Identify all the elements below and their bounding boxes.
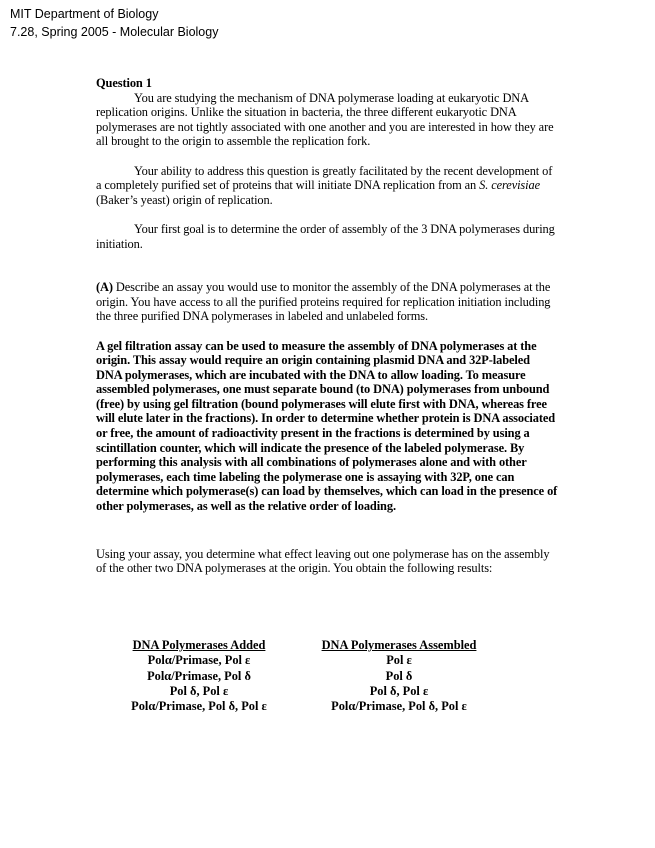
intro-paragraph-1: You are studying the mechanism of DNA polymerase loading at eukaryotic DNA replication origins. Unlike the situation in bacteria, the three different eukaryotic DNA polymerases are not tightly associated with one another and you are interested in how they are all brought to the origin to assemble the replication fork. — [96, 90, 554, 149]
course-line: 7.28, Spring 2005 - Molecular Biology — [10, 25, 219, 39]
para2-before: Your ability to address this question is greatly facilitated by the recent development of a completely purified set of proteins that will initiate DNA replication from an — [96, 163, 553, 193]
results-intro: Using your assay, you determine what effect leaving out one polymerase has on the assembly of the other two DNA polymerases at the origin. You obtain the following results: — [96, 546, 550, 576]
question-title: Question 1 — [96, 76, 152, 90]
added-cell: Polα/Primase, Pol ε — [147, 653, 251, 668]
table-row — [120, 684, 484, 699]
header-added: DNA Polymerases Added — [132, 638, 266, 652]
document-body — [96, 76, 558, 576]
table-header-row — [120, 638, 484, 653]
added-cell: Polα/Primase, Pol δ — [147, 668, 251, 683]
answer-paragraph: A gel filtration assay can be used to measure the assembly of DNA polymerases at the origin. This assay would require an origin containing plasmid DNA and 32P-labeled DNA polymerases, which are incubated with the DNA to allow loading. To measure assembled polymerases, one must separate bound (to DNA) polymerases from unbound (free) by using gel filtration (bound polymerases will elute first with DNA, whereas free will elute later in the fractions). In order to determine whether protein is DNA associated or free, the amount of radioactivity present in the fractions is determined by using a scintillation counter, which will indicate the presence of the labeled polymerase. By performing this analysis with all combinations of polymerases alone and with other polymerases, each time labeling the polymerase one is assaying with 32P, one can determine which polymerase(s) can load by themselves, which can load in the presence of other polymerases, as well as the relative order of loading. — [96, 338, 558, 514]
intro-paragraph-2 — [96, 164, 558, 208]
added-cell: Pol δ, Pol ε — [169, 683, 229, 698]
added-cell: Polα/Primase, Pol δ, Pol ε — [131, 699, 267, 714]
table-row — [120, 669, 484, 684]
assembled-cell: Pol δ, Pol ε — [369, 683, 429, 698]
part-a-text: Describe an assay you would use to monitor the assembly of the DNA polymerases at the origin. You have access to all the purified proteins required for replication initiation including the three purified DNA polymerases in labeled and unlabeled forms. — [96, 280, 551, 324]
department-line: MIT Department of Biology — [10, 7, 159, 21]
assembled-cell: Pol ε — [386, 653, 412, 668]
intro-paragraph-3: Your first goal is to determine the order of assembly of the 3 DNA polymerases during initiation. — [96, 221, 555, 251]
assembled-cell: Pol δ — [385, 668, 413, 683]
part-a-label: (A) — [96, 280, 113, 295]
table-row — [120, 653, 484, 668]
assembled-cell: Polα/Primase, Pol δ, Pol ε — [331, 699, 467, 714]
para2-after: (Baker’s yeast) origin of replication. — [96, 192, 273, 207]
species-name: S. cerevisiae — [479, 178, 540, 193]
part-a-question — [96, 280, 558, 324]
header-assembled: DNA Polymerases Assembled — [321, 638, 477, 652]
page-header — [10, 5, 218, 41]
results-table — [120, 638, 484, 714]
table-row — [120, 699, 484, 714]
